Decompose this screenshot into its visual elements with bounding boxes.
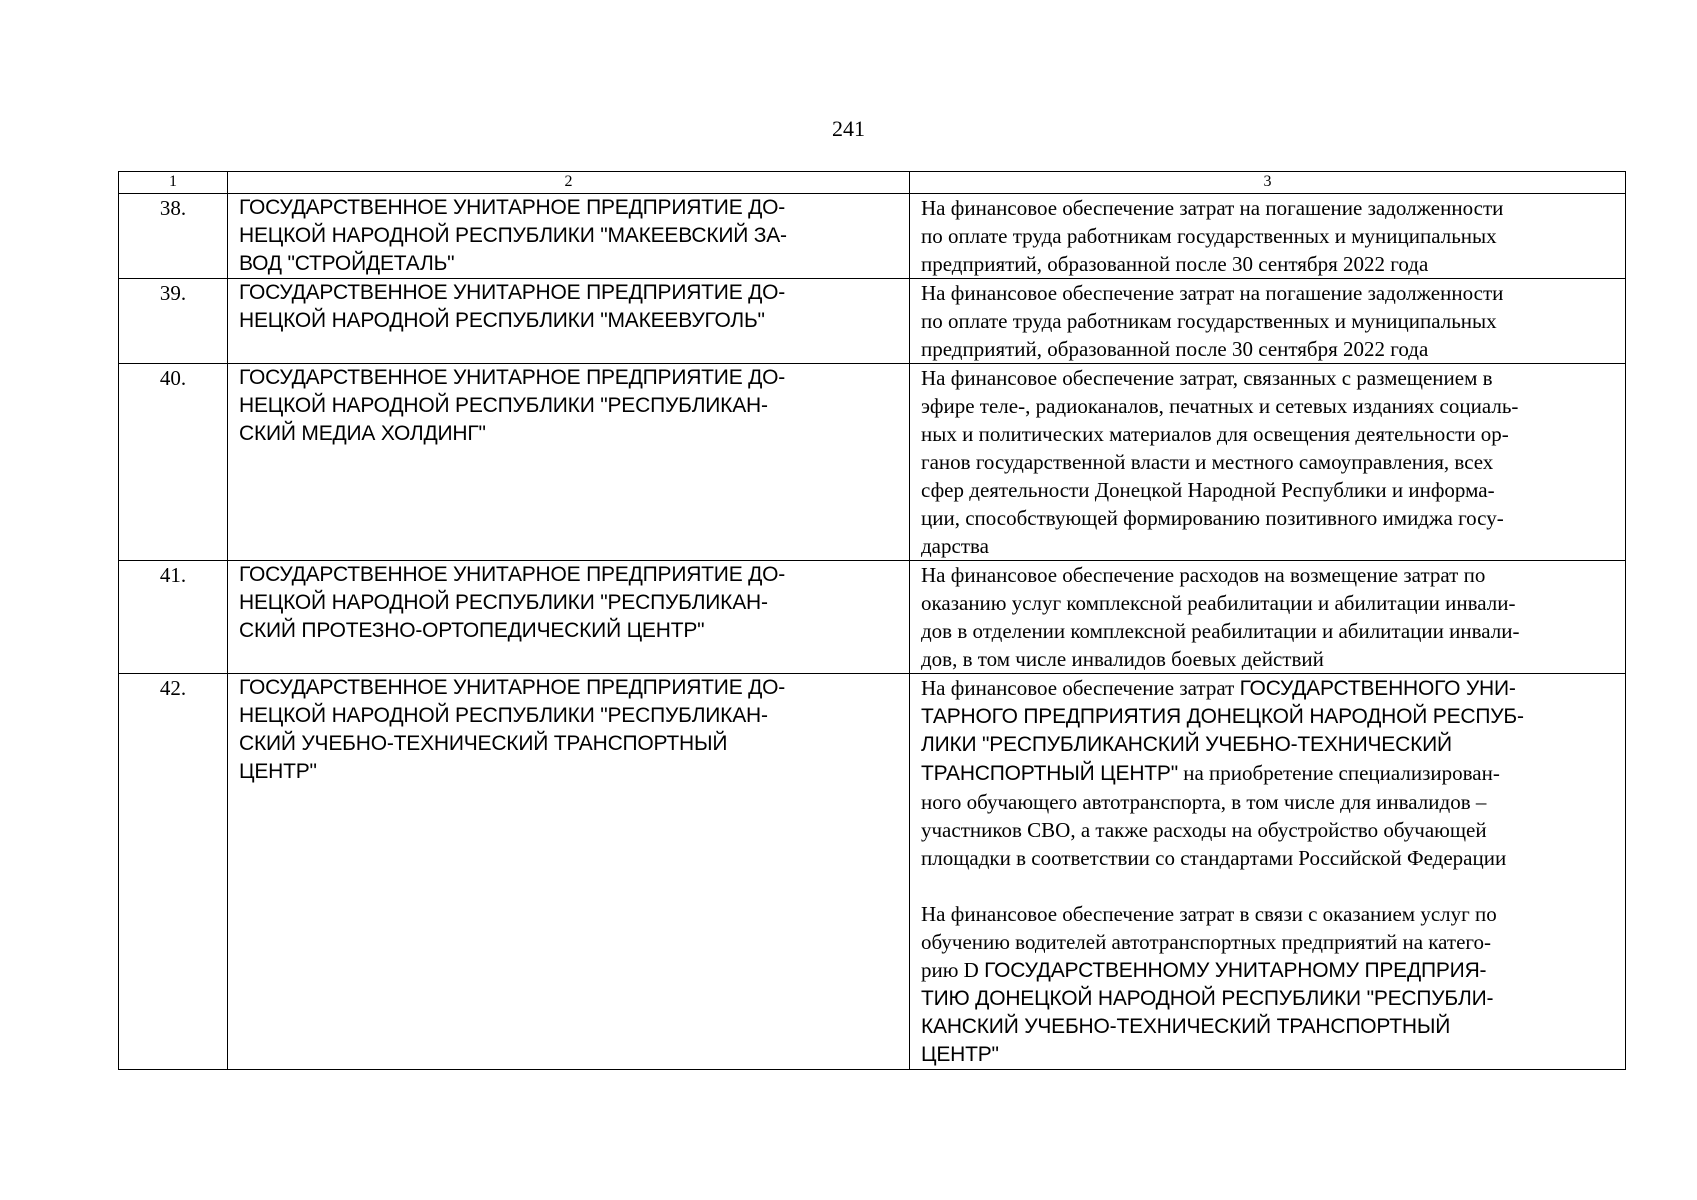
- description-line: ТИЮ ДОНЕЦКОЙ НАРОДНОЙ РЕСПУБЛИКИ "РЕСПУБЛИ-: [921, 987, 1494, 1010]
- organization-line: ВОД "СТРОЙДЕТАЛЬ": [239, 252, 455, 275]
- description-line: [921, 759, 1617, 788]
- description-line: эфире теле-, радиоканалов, печатных и сетевых изданиях социаль-: [921, 394, 1519, 418]
- description-line: оказанию услуг комплексной реабилитации и абилитации инвали-: [921, 591, 1516, 615]
- row-number: 41.: [119, 561, 228, 674]
- table-row: [119, 561, 1626, 674]
- subsidy-table: [118, 171, 1626, 1070]
- organization-line: ГОСУДАРСТВЕННОЕ УНИТАРНОЕ ПРЕДПРИЯТИЕ ДО-: [239, 196, 786, 219]
- description-line: [921, 956, 1617, 985]
- purpose-description: [910, 561, 1626, 674]
- description-text: на приобретение специализирован-: [1177, 761, 1500, 785]
- description-line: дов в отделении комплексной реабилитации и абилитации инвали-: [921, 619, 1520, 643]
- organization-name: [228, 364, 910, 561]
- organization-mention: ГОСУДАРСТВЕННОМУ УНИТАРНОМУ ПРЕДПРИЯ-: [984, 959, 1487, 982]
- organization-mention: ТРАНСПОРТНЫЙ ЦЕНТР": [921, 762, 1178, 785]
- description-line: дарства: [921, 534, 989, 558]
- organization-line: ГОСУДАРСТВЕННОЕ УНИТАРНОЕ ПРЕДПРИЯТИЕ ДО-: [239, 563, 786, 586]
- description-line: по оплате труда работникам государственных и муниципальных: [921, 309, 1497, 333]
- description-text: рию D: [921, 958, 985, 982]
- description-line: На финансовое обеспечение затрат, связанных с размещением в: [921, 366, 1493, 390]
- description-line: КАНСКИЙ УЧЕБНО-ТЕХНИЧЕСКИЙ ТРАНСПОРТНЫЙ: [921, 1015, 1451, 1038]
- description-line: ции, способствующей формированию позитивного имиджа госу-: [921, 506, 1504, 530]
- description-line: ЛИКИ "РЕСПУБЛИКАНСКИЙ УЧЕБНО-ТЕХНИЧЕСКИЙ: [921, 733, 1452, 756]
- organization-line: НЕЦКОЙ НАРОДНОЙ РЕСПУБЛИКИ "РЕСПУБЛИКАН-: [239, 591, 768, 614]
- organization-name: [228, 674, 910, 1070]
- organization-mention: ГОСУДАРСТВЕННОГО УНИ-: [1239, 677, 1516, 700]
- purpose-description: [910, 674, 1626, 1070]
- description-text: На финансовое обеспечение затрат: [921, 676, 1240, 700]
- table-row: [119, 279, 1626, 364]
- description-line: по оплате труда работникам государственных и муниципальных: [921, 224, 1497, 248]
- table-header-row: [119, 172, 1626, 194]
- description-line: ЦЕНТР": [921, 1043, 999, 1066]
- description-line: [921, 674, 1617, 703]
- table-row: [119, 674, 1626, 1070]
- description-line: ганов государственной власти и местного самоуправления, всех: [921, 450, 1494, 474]
- description-line: площадки в соответствии со стандартами Российской Федерации: [921, 846, 1507, 870]
- description-line: На финансовое обеспечение затрат на погашение задолженности: [921, 281, 1504, 305]
- paragraph-gap: [921, 872, 1617, 900]
- organization-line: СКИЙ УЧЕБНО-ТЕХНИЧЕСКИЙ ТРАНСПОРТНЫЙ: [239, 732, 728, 755]
- organization-name: [228, 194, 910, 279]
- organization-line: СКИЙ МЕДИА ХОЛДИНГ": [239, 422, 486, 445]
- description-line: обучению водителей автотранспортных предприятий на катего-: [921, 930, 1492, 954]
- description-line: сфер деятельности Донецкой Народной Республики и информа-: [921, 478, 1495, 502]
- column-number-1: 1: [119, 172, 228, 194]
- organization-name: [228, 561, 910, 674]
- purpose-description: [910, 194, 1626, 279]
- row-number: 42.: [119, 674, 228, 1070]
- description-line: ТАРНОГО ПРЕДПРИЯТИЯ ДОНЕЦКОЙ НАРОДНОЙ РЕСПУБ-: [921, 705, 1524, 728]
- table-row: [119, 364, 1626, 561]
- organization-line: НЕЦКОЙ НАРОДНОЙ РЕСПУБЛИКИ "МАКЕЕВУГОЛЬ": [239, 309, 765, 332]
- description-line: На финансовое обеспечение расходов на возмещение затрат по: [921, 563, 1486, 587]
- description-line: ного обучающего автотранспорта, в том числе для инвалидов –: [921, 790, 1487, 814]
- organization-line: ГОСУДАРСТВЕННОЕ УНИТАРНОЕ ПРЕДПРИЯТИЕ ДО-: [239, 366, 786, 389]
- description-line: предприятий, образованной после 30 сентября 2022 года: [921, 252, 1429, 276]
- column-number-3: 3: [910, 172, 1626, 194]
- organization-line: ГОСУДАРСТВЕННОЕ УНИТАРНОЕ ПРЕДПРИЯТИЕ ДО-: [239, 676, 786, 699]
- organization-line: НЕЦКОЙ НАРОДНОЙ РЕСПУБЛИКИ "МАКЕЕВСКИЙ ЗА-: [239, 224, 787, 247]
- organization-line: НЕЦКОЙ НАРОДНОЙ РЕСПУБЛИКИ "РЕСПУБЛИКАН-: [239, 394, 768, 417]
- organization-line: ГОСУДАРСТВЕННОЕ УНИТАРНОЕ ПРЕДПРИЯТИЕ ДО-: [239, 281, 786, 304]
- description-line: На финансовое обеспечение затрат в связи с оказанием услуг по: [921, 902, 1497, 926]
- purpose-description: [910, 364, 1626, 561]
- description-line: ных и политических материалов для освещения деятельности ор-: [921, 422, 1509, 446]
- description-line: дов, в том числе инвалидов боевых действий: [921, 647, 1324, 671]
- purpose-description: [910, 279, 1626, 364]
- description-line: участников СВО, а также расходы на обустройство обучающей: [921, 818, 1487, 842]
- table-row: [119, 194, 1626, 279]
- organization-line: НЕЦКОЙ НАРОДНОЙ РЕСПУБЛИКИ "РЕСПУБЛИКАН-: [239, 704, 768, 727]
- row-number: 40.: [119, 364, 228, 561]
- organization-line: СКИЙ ПРОТЕЗНО-ОРТОПЕДИЧЕСКИЙ ЦЕНТР": [239, 619, 705, 642]
- description-line: На финансовое обеспечение затрат на погашение задолженности: [921, 196, 1504, 220]
- row-number: 39.: [119, 279, 228, 364]
- description-line: предприятий, образованной после 30 сентября 2022 года: [921, 337, 1429, 361]
- organization-name: [228, 279, 910, 364]
- organization-line: ЦЕНТР": [239, 760, 317, 783]
- column-number-2: 2: [228, 172, 910, 194]
- page-number: 241: [832, 116, 865, 141]
- row-number: 38.: [119, 194, 228, 279]
